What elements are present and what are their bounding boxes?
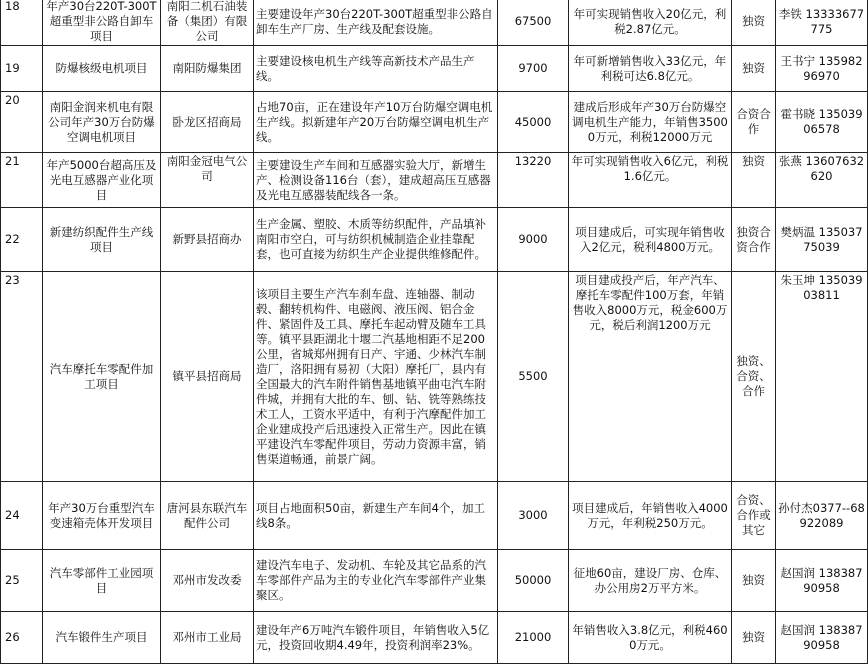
table-row: [1, 153, 868, 208]
investment-amount: 21000: [498, 612, 569, 664]
project-description: 主要建设生产车间和互感器实验大厅，新增生产、检测设备116台（套），建成超高压互感器及光电互感器装配线各一条。: [254, 153, 498, 208]
table-row: [1, 482, 868, 550]
cooperation-mode: 独资: [732, 550, 776, 612]
contact-info: 张燕 13607632620: [776, 153, 868, 208]
project-name: 年产5000台超高压及光电互感器产业化项目: [43, 153, 161, 208]
cooperation-mode: 独资: [732, 0, 776, 46]
responsible-unit: 南阳防爆集团: [161, 46, 254, 92]
cooperation-mode: 合资、合作或其它: [732, 482, 776, 550]
cooperation-mode: 合资合作: [732, 92, 776, 153]
investment-amount: 9000: [498, 208, 569, 272]
responsible-unit: 邓州市工业局: [161, 612, 254, 664]
cooperation-mode: 独资、合资、合作: [732, 272, 776, 482]
project-description: 该项目主要生产汽车刹车盘、连轴器、制动毂、翻转机构件、电磁阀、液压阀、铝合金件、紧固件及工具、摩托车起动臂及随车工具等。镇平县距湖北十堰二汽基地相距不足200公里，省城郑州拥有日产、宇通、少林汽车制造厂，洛阳拥有易初（大阳）摩托厂，县内有全国最大的汽车附件销售基地镇平曲屯汽车附件城，并拥有大批的车、刨、钻、铣等熟练技术工人，工资水平适中，有利于汽摩配件加工企业建成投产后迅速投入正常生产。因此在镇平建设汽车零配件项目，劳动力资源丰富，销售渠道畅通，前景广阔。: [254, 272, 498, 482]
economic-benefit: 项目建成后，年销售收入4000万元，年利税250万元。: [569, 482, 732, 550]
row-number: 22: [1, 208, 43, 272]
table-row: [1, 46, 868, 92]
responsible-unit: 邓州市发改委: [161, 550, 254, 612]
contact-info: 孙付杰0377--68922089: [776, 482, 868, 550]
project-description: 生产金属、塑胶、木质等纺织配件，产品填补南阳市空白，可与纺织机械制造企业挂靠配套，也可直接为纺织生产企业提供维修配件。: [254, 208, 498, 272]
project-name: 汽车零部件工业园项目: [43, 550, 161, 612]
table-row: [1, 612, 868, 664]
row-number: 26: [1, 612, 43, 664]
investment-amount: 45000: [498, 92, 569, 153]
project-name: 年产30万台重型汽车变速箱壳体开发项目: [43, 482, 161, 550]
economic-benefit: 建成后形成年产30万台防爆空调电机生产能力，年销售35000万元，利税12000万元: [569, 92, 732, 153]
project-description: 主要建设核电机生产线等高新技术产品生产线。: [254, 46, 498, 92]
contact-info: 霍书晓 13503906578: [776, 92, 868, 153]
project-name: 南阳金润来机电有限公司年产30万台防爆空调电机项目: [43, 92, 161, 153]
investment-amount: 50000: [498, 550, 569, 612]
cooperation-mode: 独资: [732, 153, 776, 208]
table-row: [1, 272, 868, 482]
project-name: 汽车摩托车零配件加工项目: [43, 272, 161, 482]
project-description: 主要建设年产30台220T-300T超重型非公路自卸车生产厂房、生产线及配套设施。: [254, 0, 498, 46]
project-name: 年产30台220T-300T超重型非公路自卸车项目: [43, 0, 161, 46]
table-row: [1, 208, 868, 272]
row-number: 20: [1, 92, 43, 153]
responsible-unit: 南阳金冠电气公司: [161, 153, 254, 208]
responsible-unit: 镇平县招商局: [161, 272, 254, 482]
economic-benefit: 项目建成后，可实现年销售收入2亿元，税利4800万元。: [569, 208, 732, 272]
table-row: [1, 550, 868, 612]
row-number: 21: [1, 153, 43, 208]
investment-amount: 13220: [498, 153, 569, 208]
project-name: 新建纺织配件生产线项目: [43, 208, 161, 272]
investment-amount: 5500: [498, 272, 569, 482]
project-description: 建设汽车电子、发动机、车轮及其它品系的汽车零部件产品为主的专业化汽车零部件产业集聚区。: [254, 550, 498, 612]
row-number: 24: [1, 482, 43, 550]
row-number: 25: [1, 550, 43, 612]
cooperation-mode: 独资: [732, 46, 776, 92]
project-name: 汽车锻件生产项目: [43, 612, 161, 664]
cooperation-mode: 独资: [732, 612, 776, 664]
project-description: 项目占地面积50亩，新建生产车间4个，加工线8条。: [254, 482, 498, 550]
contact-info: 朱玉坤 13503903811: [776, 272, 868, 482]
economic-benefit: 年销售收入3.8亿元，利税4600万元。: [569, 612, 732, 664]
table-row: [1, 92, 868, 153]
investment-amount: 67500: [498, 0, 569, 46]
economic-benefit: 项目建成投产后，年产汽车、摩托车零配件100万套，年销售收入8000万元，税金600万元，税后利润1200万元: [569, 272, 732, 482]
responsible-unit: 新野县招商办: [161, 208, 254, 272]
project-name: 防爆核级电机项目: [43, 46, 161, 92]
contact-info: 王书宁 13598296970: [776, 46, 868, 92]
responsible-unit: 卧龙区招商局: [161, 92, 254, 153]
cooperation-mode: 独资合资合作: [732, 208, 776, 272]
economic-benefit: 年可新增销售收入33亿元，年利税可达6.8亿元。: [569, 46, 732, 92]
project-description: 占地70亩，正在建设年产10万台防爆空调电机生产线。拟新建年产20万台防爆空调电机生产线。: [254, 92, 498, 153]
table-row: [1, 0, 868, 46]
economic-benefit: 征地60亩，建设厂房、仓库、办公用房2万平方米。: [569, 550, 732, 612]
contact-info: 赵国润 13838790958: [776, 550, 868, 612]
project-description: 建设年产6万吨汽车锻件项目，年销售收入5亿元，投资回收期4.49年，投资利润率23%。: [254, 612, 498, 664]
investment-amount: 9700: [498, 46, 569, 92]
economic-benefit: 年可实现销售收入6亿元，利税1.6亿元。: [569, 153, 732, 208]
economic-benefit: 年可实现销售收入20亿元，利税2.87亿元。: [569, 0, 732, 46]
contact-info: 李铁 13333677775: [776, 0, 868, 46]
contact-info: 樊炳温 13503775039: [776, 208, 868, 272]
contact-info: 赵国润 13838790958: [776, 612, 868, 664]
row-number: 23: [1, 272, 43, 482]
responsible-unit: 唐河县东联汽车配件公司: [161, 482, 254, 550]
row-number: 19: [1, 46, 43, 92]
responsible-unit: 南阳二机石油装备（集团）有限公司: [161, 0, 254, 46]
row-number: 18: [1, 0, 43, 46]
investment-amount: 3000: [498, 482, 569, 550]
